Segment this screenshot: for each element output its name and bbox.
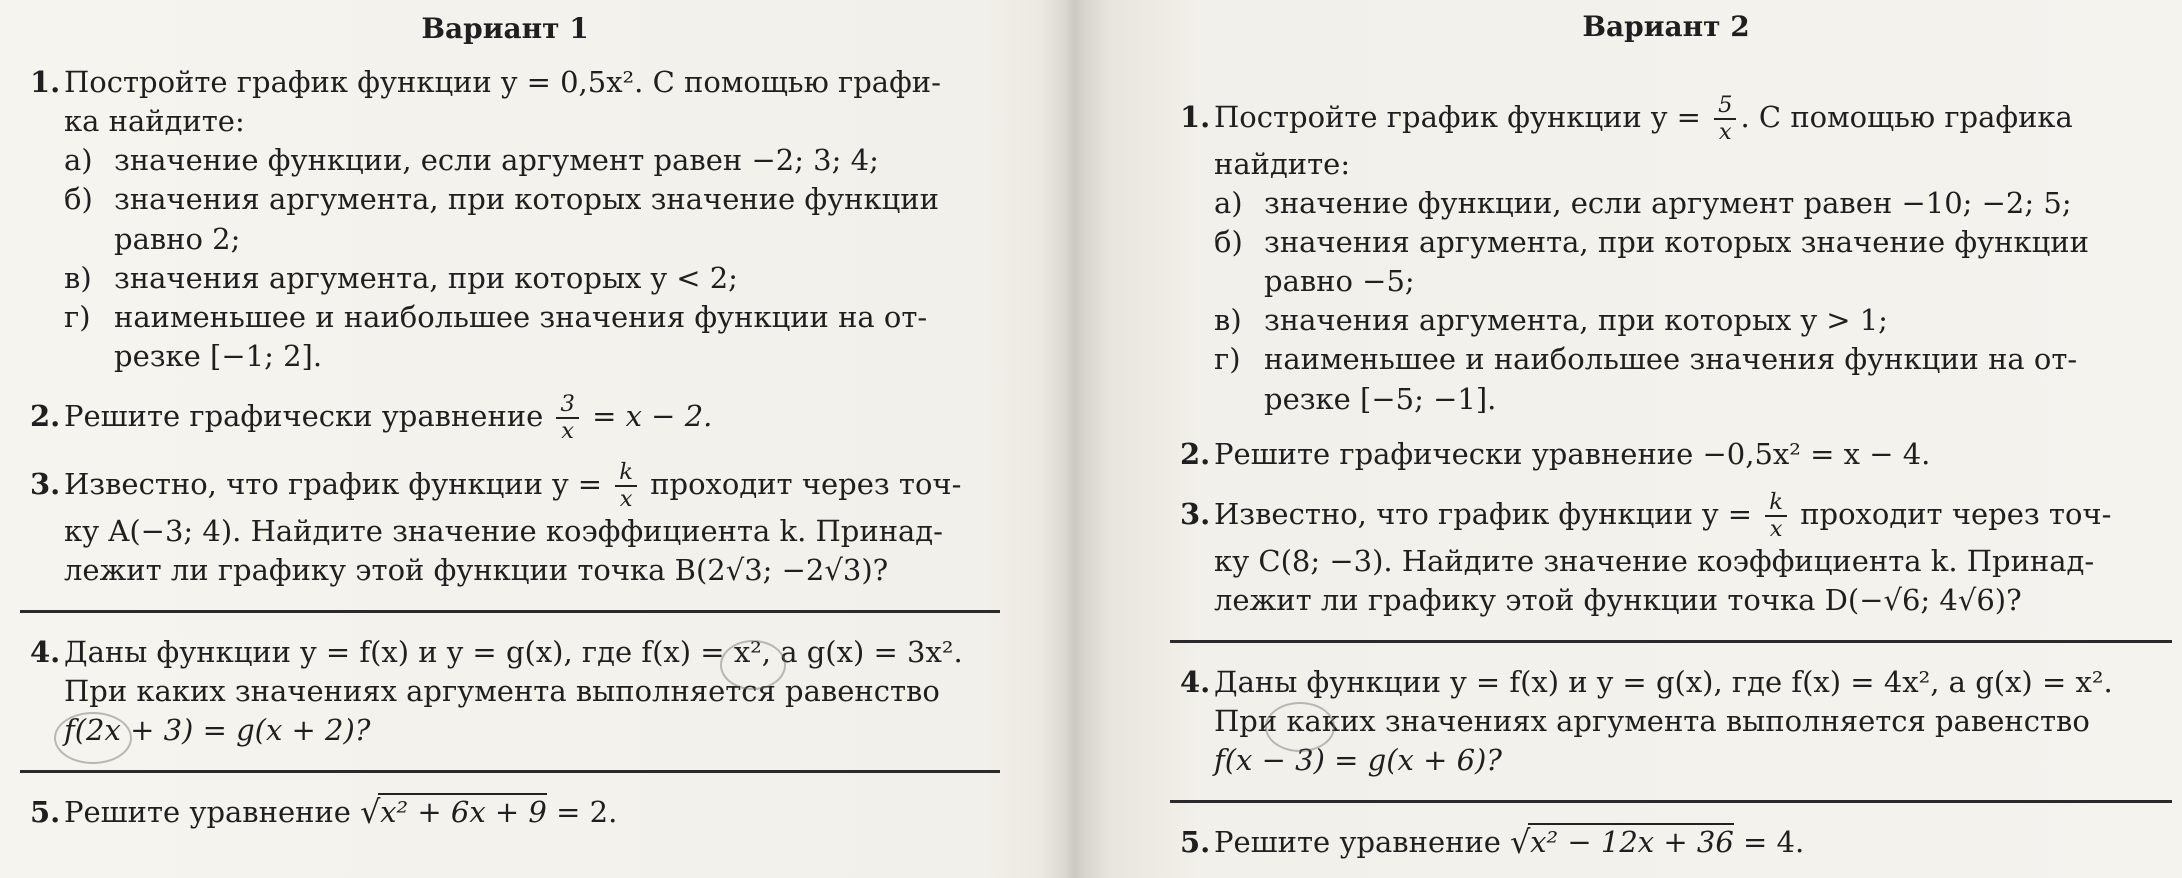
v2-divider-2 (1170, 800, 2172, 803)
v2-p3-line1 (1180, 490, 2152, 542)
book-gutter (1040, 0, 1110, 878)
v1-p2-text-before: Решите графически уравнение (64, 399, 544, 433)
v1-p1-c-label: в) (64, 260, 92, 295)
v1-problem-2 (30, 392, 980, 444)
v2-p4-line1: Даны функции y = f(x) и y = g(x), где f(x) = 4x², а g(x) = x². (1214, 664, 2113, 699)
v2-p1-item-b (1214, 223, 2152, 301)
v1-p4-number: 4. (30, 634, 61, 669)
v2-p3-frac-num: k (1765, 490, 1787, 517)
v1-p2-fraction (556, 392, 578, 444)
v1-p1-b-label: б) (64, 182, 93, 217)
v2-p4-number: 4. (1180, 664, 1211, 699)
v1-p1-intro: Постройте график функции y = 0,5x². С помощью графи- (64, 65, 941, 99)
v2-p1-c-label: в) (1214, 303, 1242, 338)
v2-p1-intro-line (1180, 93, 2152, 145)
v1-p5-text-before: Решите уравнение (64, 795, 351, 830)
v1-p3-text-before: Известно, что график функции y = (64, 466, 603, 501)
v2-p4-line2: При каких значениях аргумента выполняется равенство (1214, 704, 2090, 739)
left-page (0, 0, 1020, 878)
v1-p1-item-b (64, 180, 980, 258)
v1-p5-number: 5. (30, 795, 61, 830)
v1-p2-frac-num: 3 (556, 392, 578, 419)
v1-p1-c-text: значения аргумента, при которых y < 2; (114, 260, 738, 295)
v2-p5-radicand: x² − 12x + 36 (1530, 825, 1734, 860)
v2-problem-1 (1180, 93, 2152, 419)
v1-p5-text-after: = 2. (556, 795, 618, 830)
v1-p3-line1 (30, 460, 980, 512)
v1-p1-item-c (64, 259, 980, 298)
v2-problem-2 (1180, 435, 2152, 474)
v1-problem-1 (30, 63, 980, 376)
v2-p3-text-before: Известно, что график функции y = (1214, 496, 1753, 531)
variant-2-title: Вариант 2 (1582, 10, 1750, 43)
v2-p3-line2: ку C(8; −3). Найдите значение коэффициента k. Принад- (1214, 543, 2095, 578)
v2-p1-intro2: найдите: (1214, 146, 1351, 181)
v2-p3-line3: лежит ли графику этой функции точка D(−√6; 4√6)? (1214, 582, 2022, 617)
v1-p4-line2: При каких значениях аргумента выполняется равенство (64, 674, 940, 709)
v1-p1-d-text: наименьшее и наибольшее значения функции на от-резке [−1; 2]. (114, 299, 928, 373)
v1-p1-a-text: значение функции, если аргумент равен −2; 3; 4; (114, 143, 879, 178)
v2-p5-number: 5. (1180, 825, 1211, 860)
pencil-circle-mark (1265, 702, 1335, 752)
v2-p5-sqrt (1510, 823, 1734, 862)
v2-p1-frac-den: x (1718, 118, 1732, 145)
v2-p3-text-after: проходит через точ- (1800, 496, 2112, 531)
v1-p4-line1: Даны функции y = f(x) и y = g(x), где f(x) = x², а g(x) = 3x². (64, 634, 963, 669)
v2-p1-a-label: а) (1214, 185, 1243, 220)
v1-problem-3 (30, 460, 980, 590)
v2-p1-intro-after: . С помощью графика (1740, 99, 2073, 134)
v1-p1-a-label: а) (64, 143, 93, 178)
v2-p1-fraction (1714, 93, 1736, 145)
v1-p2-frac-den: x (561, 418, 575, 444)
v1-divider-2 (20, 770, 1000, 773)
v2-p1-item-c (1214, 301, 2152, 340)
v1-p1-subitems (64, 141, 980, 376)
v1-p3-number: 3. (30, 466, 61, 501)
pencil-circle-mark (54, 712, 132, 764)
v1-p1-intro-line (30, 63, 980, 102)
v2-p2-text: Решите графически уравнение −0,5x² = x − 4. (1214, 436, 1931, 471)
v1-p1-intro2: ка найдите: (64, 104, 245, 139)
v1-p2-number: 2. (30, 399, 61, 433)
v2-divider-1 (1170, 640, 2172, 643)
v1-p5-sqrt (360, 793, 547, 832)
v2-p1-item-d (1214, 340, 2152, 418)
v2-problem-5 (1180, 823, 2152, 862)
v1-p4-line1-row (30, 633, 980, 672)
v1-p3-frac-den: x (619, 485, 633, 512)
v2-p5-text-after: = 4. (1743, 825, 1805, 860)
v1-p3-line3: лежит ли графику этой функции точка B(2√3; −2√3)? (64, 552, 889, 587)
v2-p1-c-text: значения аргумента, при которых y > 1; (1264, 303, 1888, 338)
v2-p3-frac-den: x (1769, 515, 1783, 542)
v2-p1-subitems (1214, 184, 2152, 419)
v1-p3-text-after: проходит через точ- (650, 466, 962, 501)
v1-p1-item-a (64, 141, 980, 180)
v1-p1-d-label: г) (64, 299, 91, 334)
v2-p1-b-label: б) (1214, 225, 1243, 260)
v1-p4-line3: f(2x + 3) = g(x + 2)? (64, 713, 371, 748)
v1-p5-radicand: x² + 6x + 9 (380, 795, 547, 830)
v2-p2-number: 2. (1180, 436, 1211, 471)
v2-p1-intro-before: Постройте график функции y = (1214, 99, 1701, 134)
v2-p5-text-before: Решите уравнение (1214, 825, 1501, 860)
v1-p3-fraction (615, 460, 637, 512)
v2-p1-b-text: значения аргумента, при которых значение функции равно −5; (1264, 225, 2089, 299)
v2-p1-frac-num: 5 (1714, 93, 1736, 120)
sqrt-icon: √ (1510, 823, 1531, 862)
v2-problem-3 (1180, 490, 2152, 620)
v1-p3-frac-num: k (615, 460, 637, 487)
v2-p1-item-a (1214, 184, 2152, 223)
v1-problem-5 (30, 793, 980, 832)
v1-p1-item-d (64, 298, 980, 376)
v1-divider-1 (20, 610, 1000, 613)
v2-p4-line1-row (1180, 663, 2152, 702)
sqrt-icon: √ (360, 793, 381, 832)
v1-p3-line2: ку A(−3; 4). Найдите значение коэффициента k. Принад- (64, 513, 943, 548)
v1-p1-number: 1. (30, 65, 61, 99)
pencil-circle-mark (720, 640, 786, 690)
v2-p3-number: 3. (1180, 496, 1211, 531)
v1-p2-text-after: = x − 2. (592, 399, 713, 433)
variant-1-title: Вариант 1 (421, 12, 589, 45)
v2-p4-line3: f(x − 3) = g(x + 6)? (1214, 743, 1502, 778)
v2-p1-number: 1. (1180, 99, 1211, 134)
v2-p1-d-text: наименьшее и наибольшее значения функции на от-резке [−5; −1]. (1264, 342, 2078, 416)
v2-p1-d-label: г) (1214, 342, 1241, 377)
v1-problem-4 (30, 633, 980, 750)
v2-p1-a-text: значение функции, если аргумент равен −10; −2; 5; (1264, 185, 2072, 220)
v2-p3-fraction (1765, 490, 1787, 542)
v1-p1-b-text: значения аргумента, при которых значение функции равно 2; (114, 182, 939, 256)
